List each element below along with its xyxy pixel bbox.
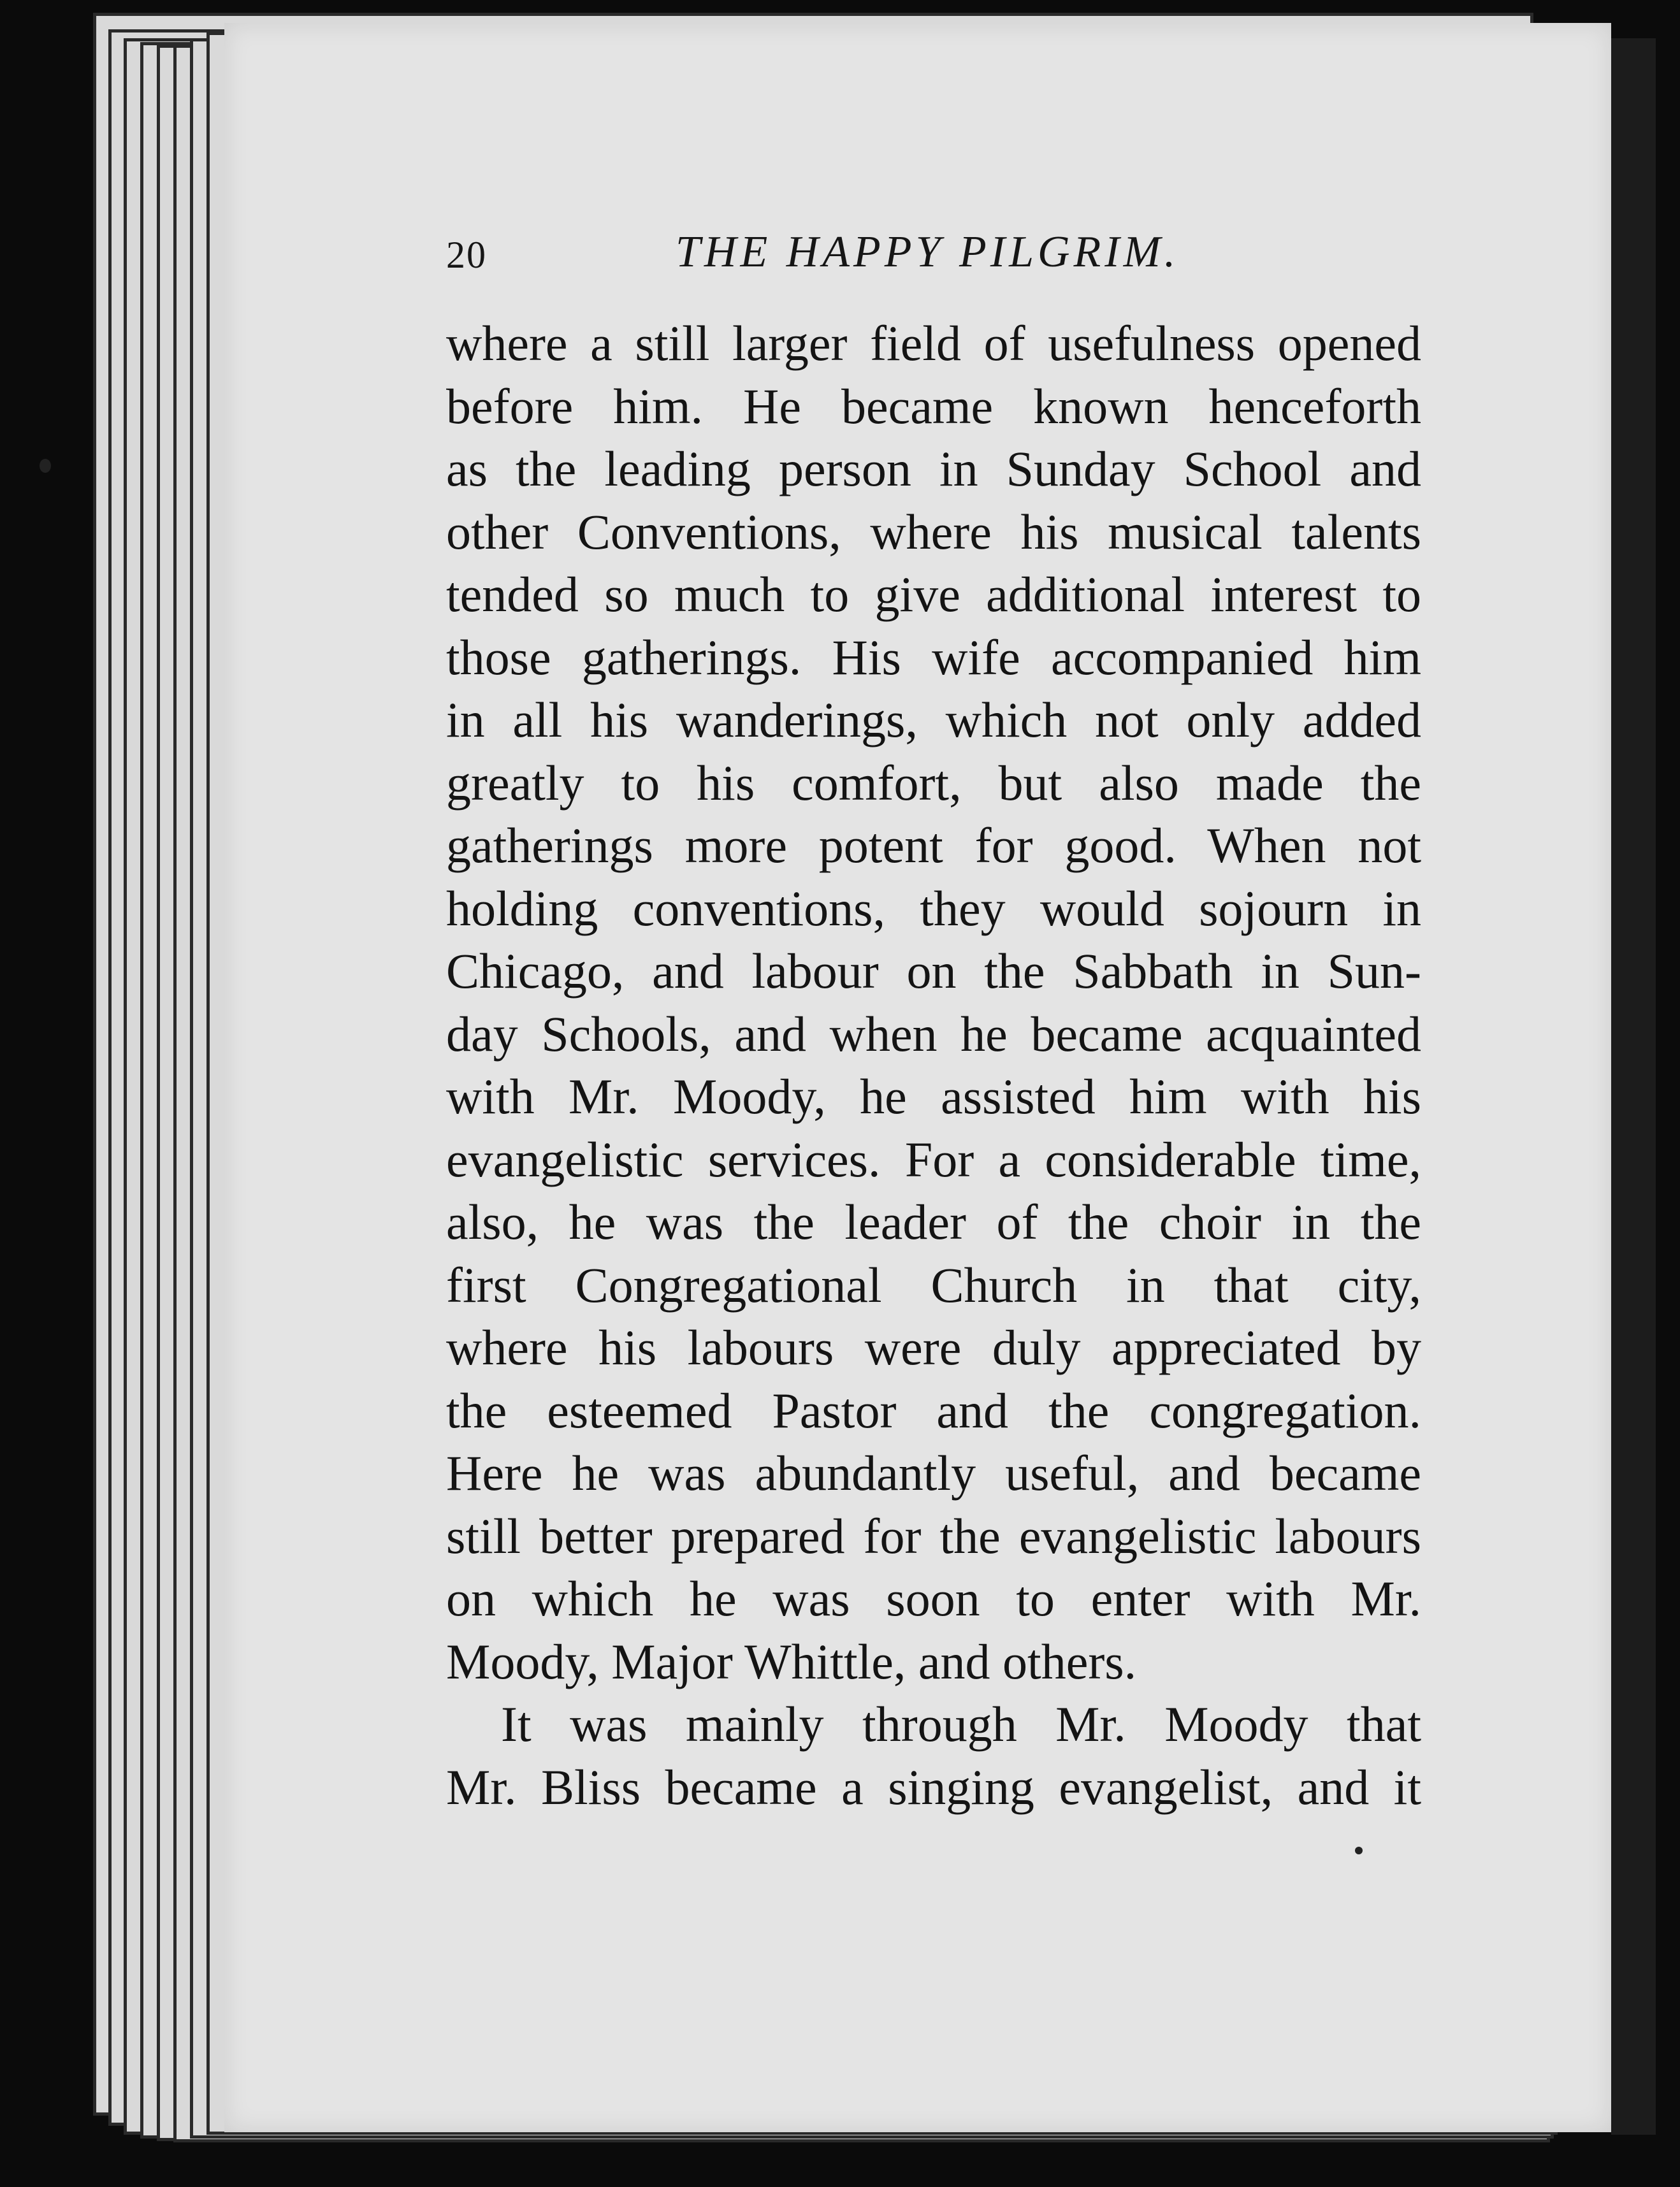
text-line: as the leading person in Sunday School and [446, 441, 1421, 496]
text-line: day Schools, and when he became acquainted [446, 1006, 1421, 1062]
text-line: Chicago, and labour on the Sabbath in Sun- [446, 943, 1421, 999]
text-line: greatly to his comfort, but also made the [446, 754, 1421, 811]
text-line: on which he was soon to enter with Mr. [446, 1571, 1421, 1626]
text-line: the esteemed Pastor and the congregation. [446, 1382, 1421, 1438]
dust-speck [40, 459, 51, 473]
text-line: Moody, Major Whittle, and others. [446, 1633, 1137, 1689]
dust-speck [1355, 1847, 1363, 1854]
body-text [446, 312, 1421, 1819]
text-line: evangelistic services. For a considerable time, [446, 1131, 1421, 1187]
running-head [446, 227, 1419, 284]
text-line: those gatherings. His wife accompanied him [446, 629, 1421, 685]
text-line: other Conventions, where his musical talents [446, 503, 1421, 559]
book-spine-shadow [1611, 38, 1656, 2135]
page-number: 20 [446, 234, 487, 276]
text-line: Here he was abundantly useful, and became [446, 1445, 1421, 1501]
text-line: It was mainly through Mr. Moody that [501, 1696, 1421, 1752]
running-title: THE HAPPY PILGRIM. [676, 227, 1180, 277]
text-line: Mr. Bliss became a singing evangelist, and it [446, 1759, 1421, 1815]
text-line: in all his wanderings, which not only added [446, 692, 1421, 747]
text-line: holding conventions, they would sojourn in [446, 880, 1421, 936]
text-line: tended so much to give additional interest to [446, 567, 1421, 622]
text-line: before him. He became known henceforth [446, 378, 1421, 434]
text-line: still better prepared for the evangelistic labours [446, 1508, 1421, 1564]
text-line: where his labours were duly appreciated by [446, 1320, 1421, 1375]
text-line: where a still larger field of usefulness opened [446, 315, 1421, 371]
text-line: gatherings more potent for good. When not [446, 818, 1421, 873]
text-line: also, he was the leader of the choir in the [446, 1194, 1421, 1250]
text-line: with Mr. Moody, he assisted him with his [446, 1069, 1421, 1124]
text-line: first Congregational Church in that city, [446, 1257, 1421, 1313]
